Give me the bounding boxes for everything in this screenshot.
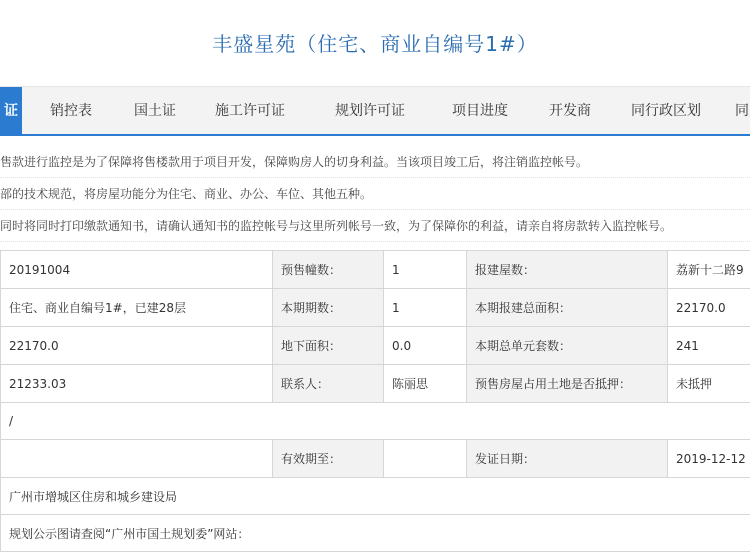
table-cell: 广州市增城区住房和城乡建设局 [1,478,750,515]
table-label: 预售幢数： [273,251,384,289]
page-title: 丰盛星苑（住宅、商业自编号1#） [212,32,538,56]
notice-line: 同时将同时打印缴款通知书，请确认通知书的监控帐号与这里所列帐号一致，为了保障你的利益，请亲自将房款转入监控帐号。 [0,210,750,242]
table-row [1,365,750,403]
table-label: 发证日期： [467,440,668,478]
table-cell: 22170.0 [668,289,750,327]
notice-section [0,146,750,242]
tab-bar [0,86,750,136]
tab-certificate[interactable]: 证 [0,87,22,135]
table-cell: 未抵押 [668,365,750,403]
table-row [1,478,750,515]
table-label: 预售房屋占用土地是否抵押： [467,365,668,403]
table-cell: 0.0 [384,327,467,365]
table-row [1,327,750,365]
table-cell: 20191004 [1,251,273,289]
table-cell: 2019-12-12 [668,440,750,478]
table-cell: 住宅、商业自编号1#，已建28层 [1,289,273,327]
table-cell: 陈丽思 [384,365,467,403]
table-cell: 1 [384,251,467,289]
table-label: 本期总单元套数： [467,327,668,365]
tab-same[interactable]: 同 [735,103,749,119]
table-cell: 规划公示图请查阅“广州市国土规划委”网站： [1,515,750,552]
table-label: 本期报建总面积： [467,289,668,327]
tab-land-certificate[interactable]: 国土证 [134,103,176,119]
notice-line: 部的技术规范，将房屋功能分为住宅、商业、办公、车位、其他五种。 [0,178,750,210]
tab-sales-control[interactable]: 销控表 [50,103,92,119]
table-row [1,403,750,440]
tab-same-district[interactable]: 同行政区划 [631,103,701,119]
table-cell: 21233.03 [1,365,273,403]
table-cell [1,440,273,478]
table-cell: 荔新十二路9 [668,251,750,289]
notice-line: 售款进行监控是为了保障将售楼款用于项目开发，保障购房人的切身利益。当该项目竣工后，将注销监控帐号。 [0,146,750,178]
table-label: 地下面积： [273,327,384,365]
tab-construction-permit[interactable]: 施工许可证 [215,103,285,119]
tab-developer[interactable]: 开发商 [549,103,591,119]
table-label: 有效期至： [273,440,384,478]
table-row [1,251,750,289]
table-label: 联系人： [273,365,384,403]
tab-planning-permit[interactable]: 规划许可证 [335,103,405,119]
presale-info-table [0,250,750,552]
table-cell: 1 [384,289,467,327]
table-cell: 241 [668,327,750,365]
table-row [1,515,750,552]
table-cell: / [1,403,750,440]
table-cell [384,440,467,478]
tab-project-progress[interactable]: 项目进度 [452,103,508,119]
table-row [1,289,750,327]
table-row [1,440,750,478]
table-cell: 22170.0 [1,327,273,365]
table-label: 本期期数： [273,289,384,327]
table-label: 报建屋数： [467,251,668,289]
